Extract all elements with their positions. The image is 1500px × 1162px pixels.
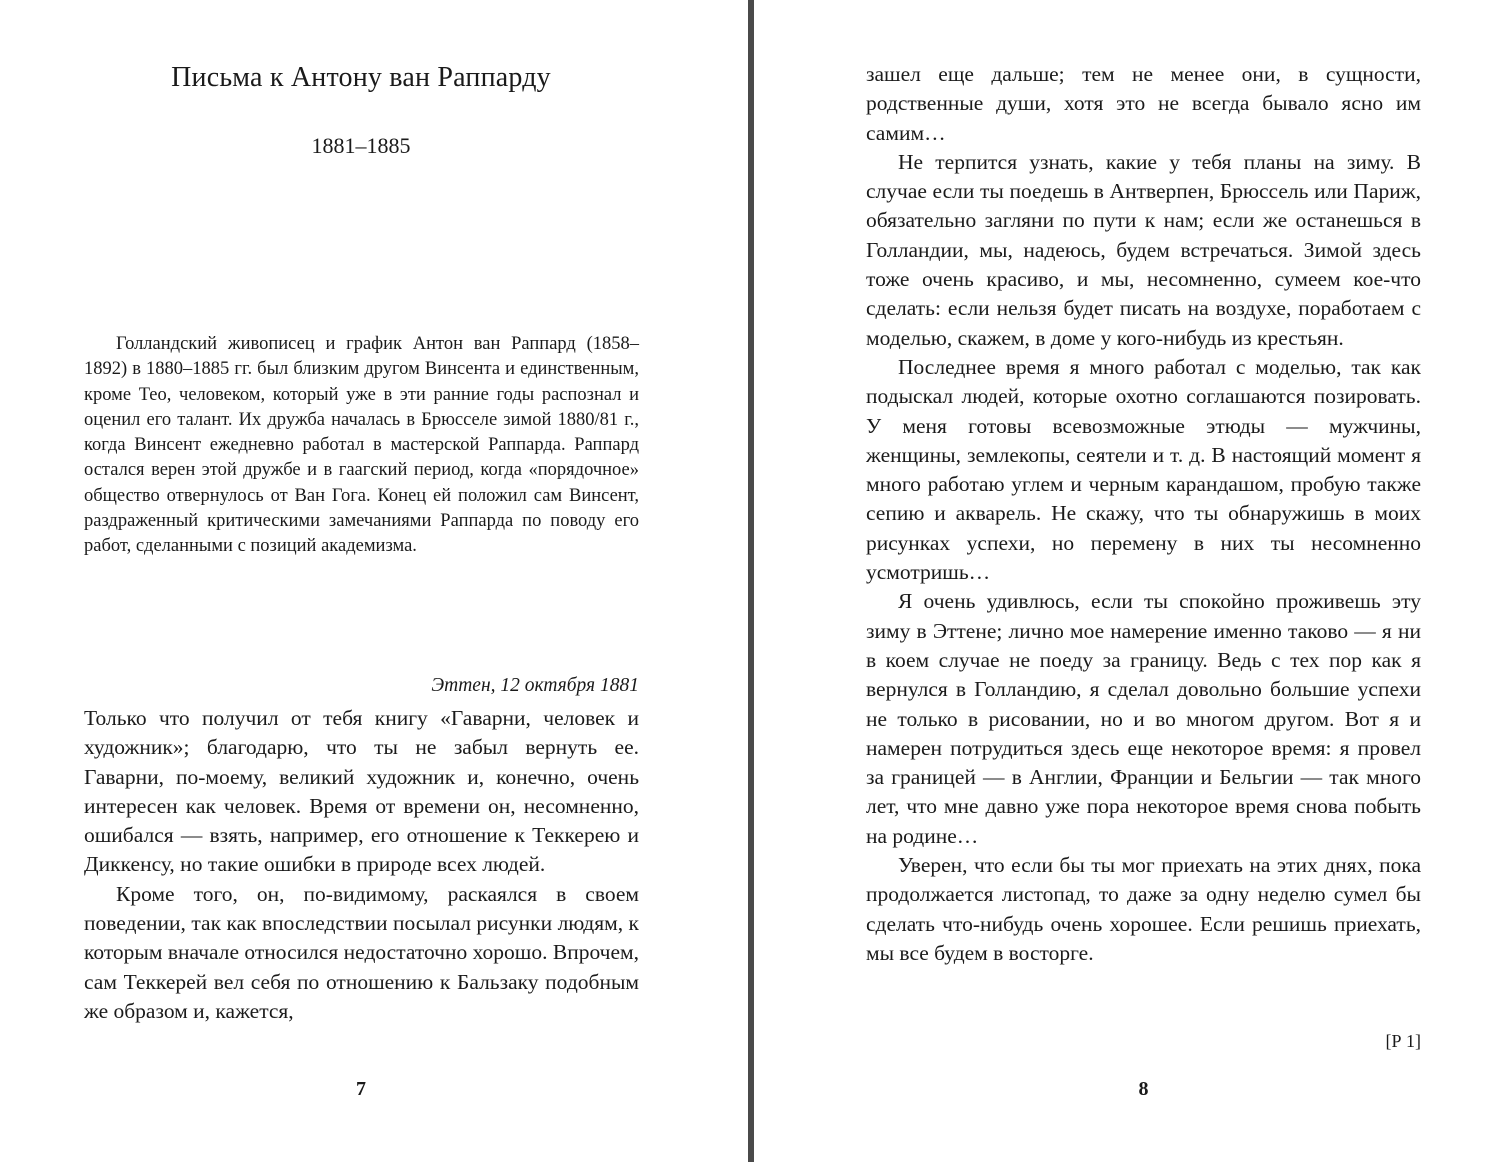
- letter-body-left: [84, 704, 639, 1026]
- chapter-intro: Голландский живописец и график Антон ван Раппард (1858–1892) в 1880–1885 гг. был близким другом Винсента и единственным, кроме Тео, человеком, который уже в эти ранние годы распознал и оценил его талант. Их дружба началась в Брюсселе зимой 1880/81 г., когда Винсент ежедневно работал в мастерской Раппарда. Раппард остался верен этой дружбе и в гаагский период, когда «порядочное» общество отвернулось от Ван Гога. Конец ей положил сам Винсент, раздраженный критическими замечаниями Раппарда по поводу его работ, сделанными с позиций академизма.: [84, 334, 639, 557]
- paragraph: Не терпится узнать, какие у тебя планы на зиму. В случае если ты поедешь в Антверпен, Брюссель или Париж, обязательно загляни по пути к нам; если же останешься в Голландии, мы, надеюсь, будем встречаться. Зимой здесь тоже очень красиво, и мы, несомненно, сумеем кое-что сделать: если нельзя будет писать на воздухе, поработаем с моделью, скажем, в доме у кого-нибудь из крестьян.: [866, 149, 1421, 350]
- paragraph: Я очень удивлюсь, если ты спокойно проживешь эту зиму в Эттене; лично мое намерение именно таково — я ни в коем случае не поеду за границу. Ведь с тех пор как я вернулся в Голландию, я сделал довольно большие успехи не только в рисовании, но и во многом другом. Вот я и намерен потрудиться здесь еще некоторое время: я провел за границей — в Англии, Франции и Бельгии — так много лет, что мне давно уже пора некоторое время снова побыть на родине…: [866, 589, 1421, 848]
- letter-reference: [Р 1]: [1385, 1031, 1421, 1051]
- right-page: [754, 0, 1500, 1162]
- page-number: 7: [356, 1078, 366, 1100]
- paragraph: Последнее время я много работал с моделью, так как подыскал людей, которые охотно соглашаются позировать. У меня готовы всевозможные этюды — мужчины, женщины, землекопы, сеятели и т. д. В настоящий момент я много работаю углем и черным карандашом, пробую также сепию и акварель. Не скажу, что ты обнаружишь в моих рисунках успехи, но перемену в них ты несомненно усмотришь…: [866, 354, 1421, 585]
- paragraph: Только что получил от тебя книгу «Гаварни, человек и художник»; благодарю, что ты не забыл вернуть ее. Гаварни, по-моему, великий художник и, конечно, очень интересен как человек. Время от времени он, несомненно, ошибался — взять, например, его отношение к Теккерею и Диккенсу, но такие ошибки в природе всех людей.: [84, 706, 639, 877]
- paragraph: Кроме того, он, по-видимому, раскаялся в своем поведении, так как впоследствии посылал рисунки людям, к которым вначале относился недостаточно хорошо. Впрочем, сам Теккерей вел себя по отношению к Бальзаку подобным же образом и, кажется,: [84, 881, 639, 1023]
- paragraph: Уверен, что если бы ты мог приехать на этих днях, пока продолжается листопад, то даже за одну неделю сумел бы сделать что-нибудь очень хорошее. Если решишь приехать, мы все будем в восторге.: [866, 853, 1421, 965]
- left-page: [0, 0, 748, 1162]
- chapter-title: Письма к Антону ван Раппарду: [171, 62, 551, 93]
- letter-body-right: [866, 60, 1421, 968]
- chapter-years: 1881–1885: [311, 133, 411, 158]
- page-number: 8: [1138, 1078, 1149, 1100]
- letter-date: Эттен, 12 октября 1881: [431, 675, 639, 696]
- paragraph: зашел еще дальше; тем не менее они, в сущности, родственные души, хотя это не всегда бывало ясно им самим…: [866, 62, 1421, 145]
